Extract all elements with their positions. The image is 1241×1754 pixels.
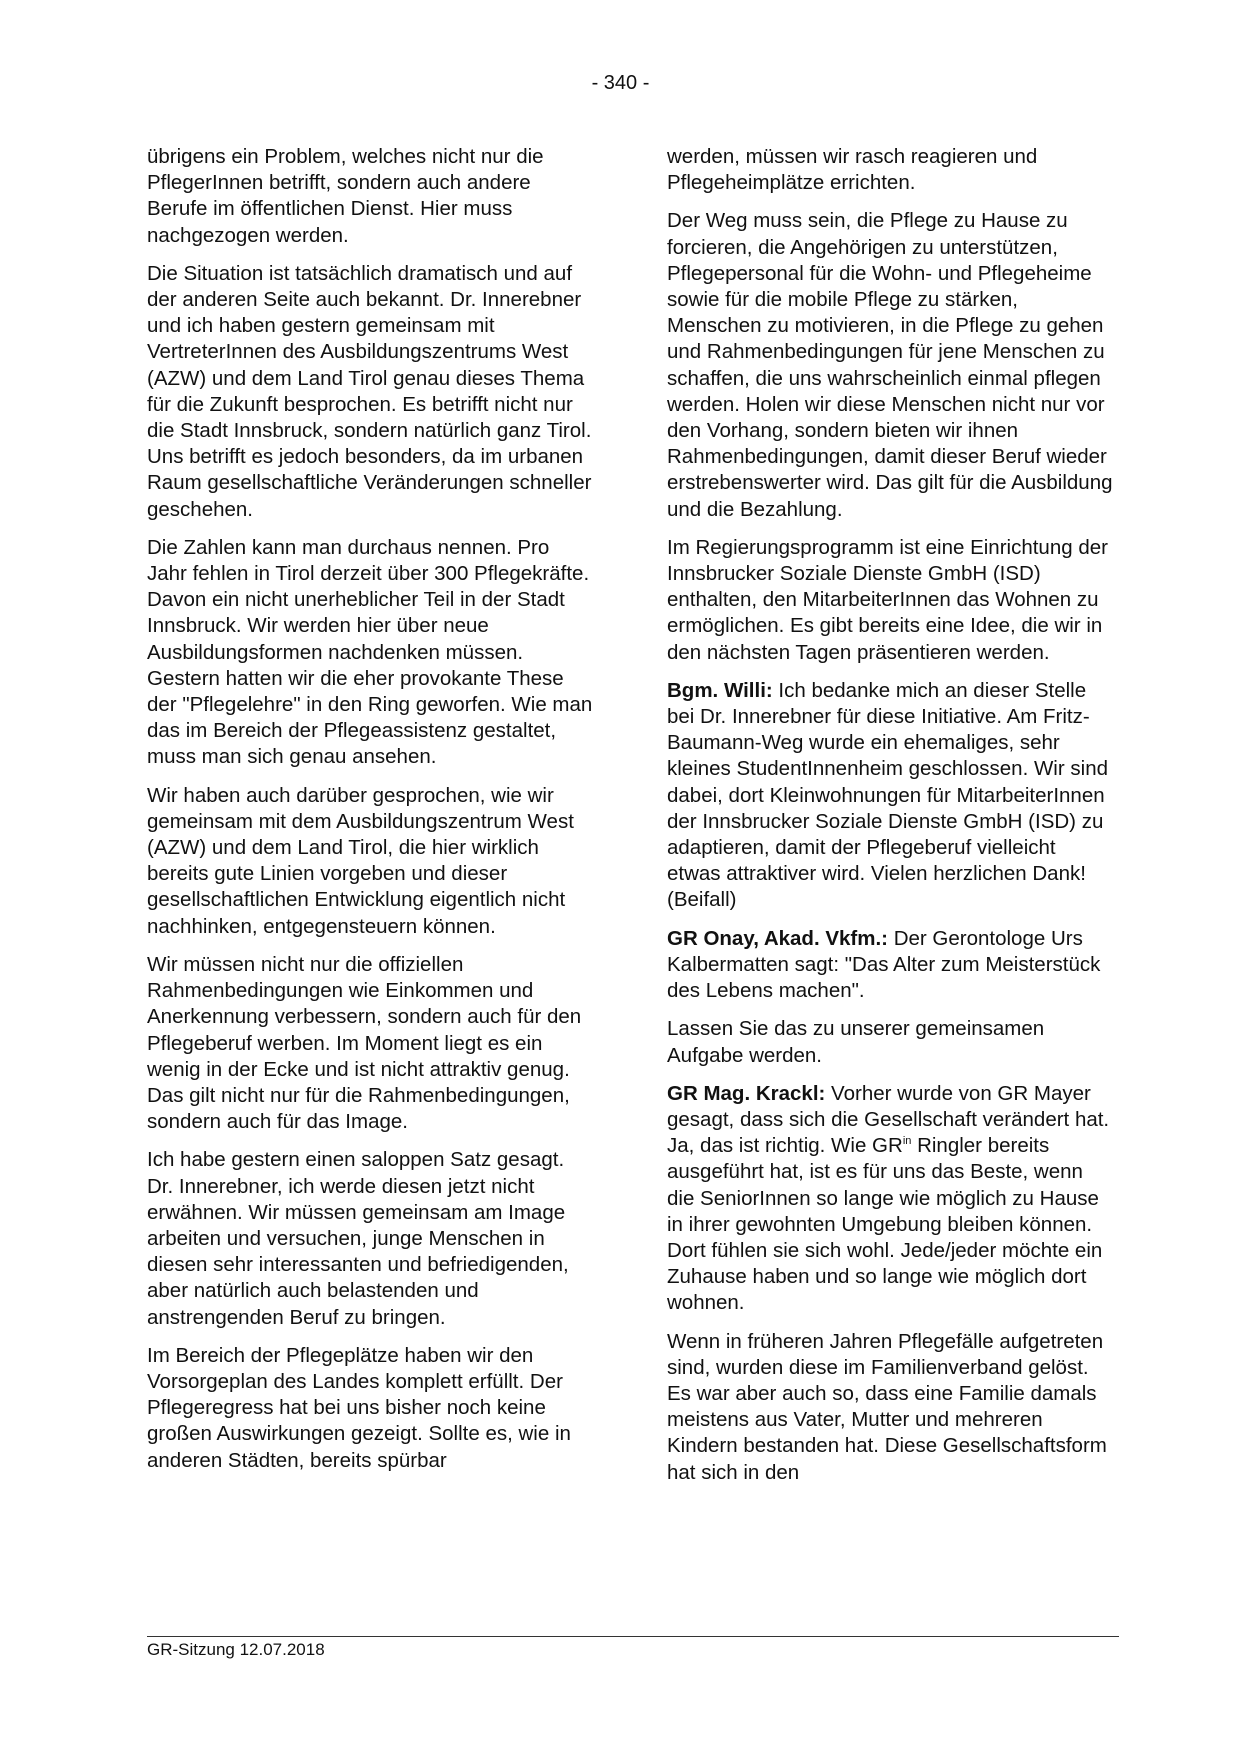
speaker-name: Bgm. Willi: (667, 678, 773, 702)
paragraph: Lassen Sie das zu unserer gemeinsamen Aufgabe werden. (667, 1017, 1045, 1067)
paragraph: werden, müssen wir rasch reagieren und Pflegeheimplätze errichten. (667, 145, 1038, 195)
paragraph: Im Bereich der Pflegeplätze haben wir den Vorsorgeplan des Landes komplett erfüllt. Der Pflegeregress hat bei uns bisher noch keine großen Auswirkungen gezeigt. Sollte es, wie in anderen Städten, bereits spürbar (147, 1343, 571, 1472)
paragraph: Wir haben auch darüber gesprochen, wie wir gemeinsam mit dem Ausbildungszentrum West (AZW) und dem Land Tirol, die hier wirklich bereits gute Linien vorgeben und dieser gesellschaftlichen Entwicklung eigentlich nicht nachhinken, entgegensteuern können. (147, 783, 574, 938)
superscript: in (902, 1135, 912, 1148)
paragraph: übrigens ein Problem, welches nicht nur die PflegerInnen betrifft, sondern auch andere Berufe im öffentlichen Dienst. Hier muss nachgezogen werden. (147, 145, 544, 247)
right-column (667, 144, 1114, 1498)
paragraph: Im Regierungsprogramm ist eine Einrichtung der Innsbrucker Soziale Dienste GmbH (ISD) enthalten, den MitarbeiterInnen das Wohnen zu ermöglichen. Es gibt bereits eine Idee, die wir in den nächsten Tagen präsentieren werden. (667, 535, 1108, 664)
footer-text: GR-Sitzung 12.07.2018 (147, 1640, 325, 1659)
page-number: - 340 - (591, 72, 650, 94)
paragraph: Wir müssen nicht nur die offiziellen Rahmenbedingungen wie Einkommen und Anerkennung verbessern, sondern auch für den Pflegeberuf werben. Im Moment liegt es ein wenig in der Ecke und ist nicht attraktiv genug. Das gilt nicht nur für die Rahmenbedingungen, sondern auch für das Image. (147, 952, 582, 1134)
speech-paragraph (667, 678, 1114, 914)
left-column (147, 144, 594, 1486)
paragraph: Die Situation ist tatsächlich dramatisch und auf der anderen Seite auch bekannt. Dr. Innerebner und ich haben gestern gemeinsam mit VertreterInnen des Ausbildungszentrums West (AZW) und dem Land Tirol genau dieses Thema für die Zukunft besprochen. Es betrifft nicht nur die Stadt Innsbruck, sondern natürlich ganz Tirol. Uns betrifft es jedoch besonders, da im urbanen Raum gesellschaftliche Veränderungen schneller geschehen. (147, 261, 592, 521)
speech-paragraph (667, 1081, 1114, 1317)
speech-text: Ringler bereits ausgeführt hat, ist es für uns das Beste, wenn die SeniorInnen so lange wie möglich zu Hause in ihrer gewohnten Umgebung bleiben können. Dort fühlen sie sich wohl. Jede/jeder möchte ein Zuhause haben und so lange wie möglich dort wohnen. (667, 1134, 1103, 1315)
paragraph: Ich habe gestern einen saloppen Satz gesagt. Dr. Innerebner, ich werde diesen jetzt nicht erwähnen. Wir müssen gemeinsam am Image arbeiten und versuchen, junge Menschen in diesen sehr interessanten und befriedigenden, aber natürlich auch belastenden und anstrengenden Beruf zu bringen. (147, 1148, 569, 1329)
speaker-name: GR Mag. Krackl: (667, 1081, 826, 1105)
footer-divider (147, 1636, 1119, 1637)
speech-text: Der Gerontologe Urs Kalbermatten sagt: "Das Alter zum Meisterstück des Lebens machen". (667, 926, 1101, 1003)
speech-text: Ich bedanke mich an dieser Stelle bei Dr. Innerebner für diese Initiative. Am Fritz-Baumann-Weg wurde ein ehemaliges, sehr kleines StudentInnenheim geschlossen. Wir sind dabei, dort Kleinwohnungen für MitarbeiterInnen der Innsbrucker Soziale Dienste GmbH (ISD) zu adaptieren, damit der Pflegeberuf vielleicht etwas attraktiver wird. Vielen herzlichen Dank! (Beifall) (667, 678, 1108, 912)
speech-paragraph (667, 926, 1114, 1005)
speech-text: Vorher wurde von GR Mayer gesagt, dass sich die Gesellschaft verändert hat. Ja, das ist richtig. Wie GR (667, 1081, 1110, 1158)
paragraph: Der Weg muss sein, die Pflege zu Hause zu forcieren, die Angehörigen zu unterstützen, Pflegepersonal für die Wohn- und Pflegeheime sowie für die mobile Pflege zu stärken, Menschen zu motivieren, in die Pflege zu gehen und Rahmenbedingungen für jene Menschen zu schaffen, die uns wahrscheinlich einmal pflegen werden. Holen wir diese Menschen nicht nur vor den Vorhang, sondern bieten wir ihnen Rahmenbedingungen, damit dieser Beruf wieder erstrebenswerter wird. Das gilt für die Ausbildung und die Bezahlung. (667, 209, 1113, 521)
paragraph: Wenn in früheren Jahren Pflegefälle aufgetreten sind, wurden diese im Familienverband gelöst. Es war aber auch so, dass eine Familie damals meistens aus Vater, Mutter und mehreren Kindern bestanden hat. Diese Gesellschaftsform hat sich in den (667, 1329, 1107, 1484)
speaker-name: GR Onay, Akad. Vkfm.: (667, 926, 888, 950)
paragraph: Die Zahlen kann man durchaus nennen. Pro Jahr fehlen in Tirol derzeit über 300 Pflegekräfte. Davon ein nicht unerheblicher Teil in der Stadt Innsbruck. Wir werden hier über neue Ausbildungsformen nachdenken müssen. Gestern hatten wir die eher provokante These der "Pflegelehre" in den Ring geworfen. Wie man das im Bereich der Pflegeassistenz gestaltet, muss man sich genau ansehen. (147, 535, 593, 769)
